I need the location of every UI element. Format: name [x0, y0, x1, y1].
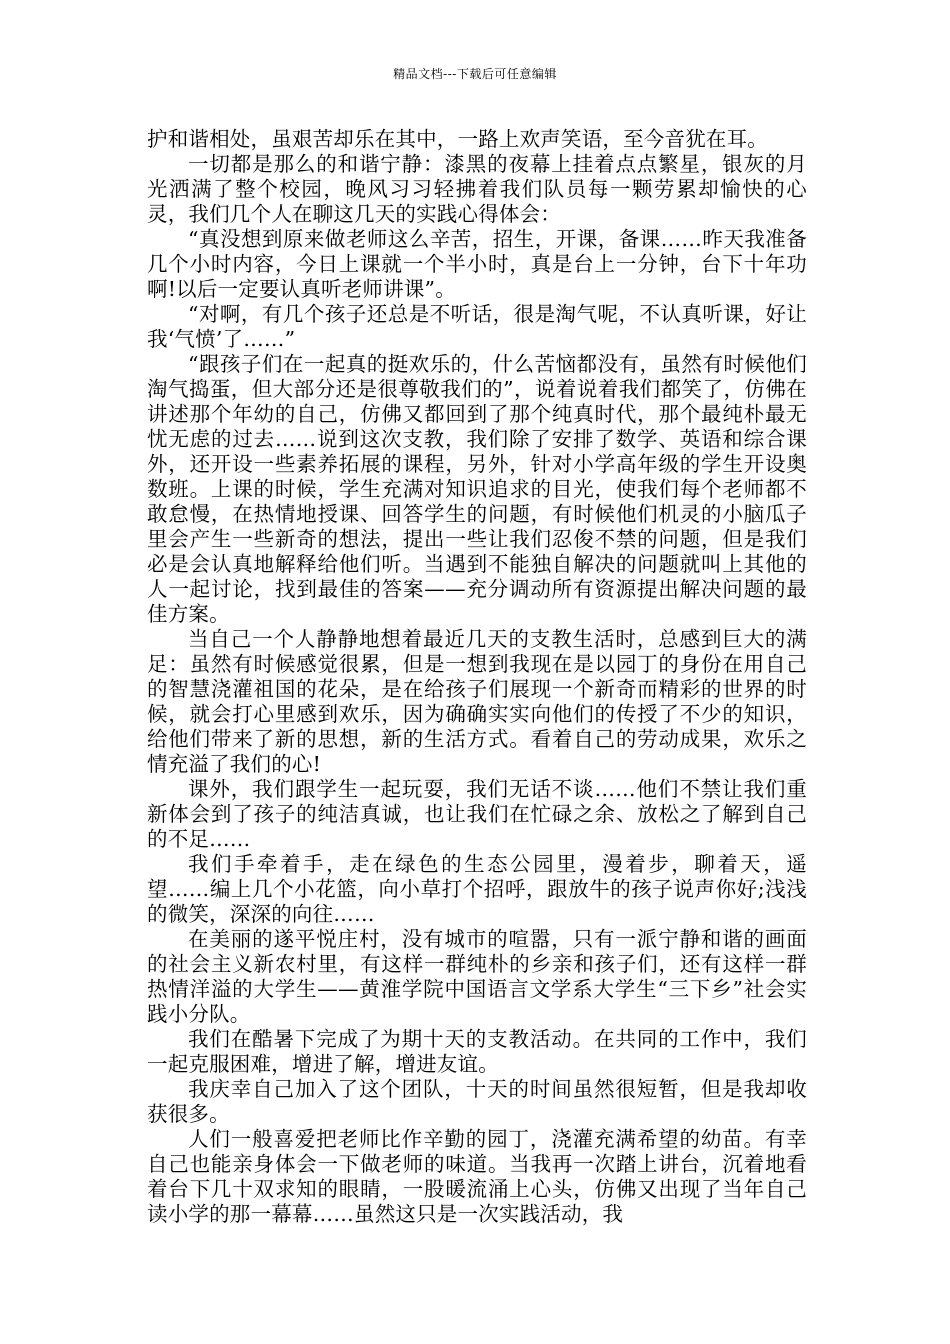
page-header: 精品文档---下载后可任意编辑	[393, 67, 557, 81]
paragraph: 一切都是那么的和谐宁静：漆黑的夜幕上挂着点点繁星，银灰的月光洒满了整个校园，晚风习习轻拂着我们队员每一颗劳累却愉快的心灵，我们几个人在聊这几天的实践心得体会：	[147, 152, 807, 226]
paragraph: 人们一般喜爱把老师比作辛勤的园丁，浇灌充满希望的幼苗。有幸自己也能亲身体会一下做老师的味道。当我再一次踏上讲台，沉着地看着台下几十双求知的眼睛，一股暖流涌上心头，仿佛又出现了当年自己读小学的那一幕幕……虽然这只是一次实践活动，我	[147, 1127, 807, 1226]
paragraph: 课外，我们跟学生一起玩耍，我们无话不谈……他们不禁让我们重新体会到了孩子的纯洁真诚，也让我们在忙碌之余、放松之了解到自己的不足……	[147, 777, 807, 851]
paragraph: 我们手牵着手，走在绿色的生态公园里，漫着步，聊着天，遥望……编上几个小花篮，向小草打个招呼，跟放牛的孩子说声你好;浅浅的微笑，深深的向往……	[147, 852, 807, 926]
paragraph: “真没想到原来做老师这么辛苦，招生，开课，备课……昨天我准备几个小时内容，今日上课就一个半小时，真是台上一分钟，台下十年功啊!以后一定要认真听老师讲课”。	[147, 227, 807, 301]
paragraph: 我庆幸自己加入了这个团队，十天的时间虽然很短暂，但是我却收获很多。	[147, 1077, 807, 1126]
paragraph: “跟孩子们在一起真的挺欢乐的，什么苦恼都没有，虽然有时候他们淘气捣蛋，但大部分还是很尊敬我们的”，说着说着我们都笑了，仿佛在讲述那个年幼的自己，仿佛又都回到了那个纯真时代，那个最纯朴最无忧无虑的过去……说到这次支教，我们除了安排了数学、英语和综合课外，还开设一些素养拓展的课程，另外，针对小学高年级的学生开设奥数班。上课的时候，学生充满对知识追求的目光，使我们每个老师都不敢怠慢，在热情地授课、回答学生的问题，有时候他们机灵的小脑瓜子里会产生一些新奇的想法，提出一些让我们忍俊不禁的问题，但是我们必是会认真地解释给他们听。当遇到不能独自解决的问题就叫上其他的人一起讨论，找到最佳的答案——充分调动所有资源提出解决问题的最佳方案。	[147, 352, 807, 626]
paragraph: 在美丽的遂平悦庄村，没有城市的喧嚣，只有一派宁静和谐的画面的社会主义新农村里，有这样一群纯朴的乡亲和孩子们，还有这样一群热情洋溢的大学生——黄淮学院中国语言文学系大学生“三下乡”社会实践小分队。	[147, 927, 807, 1026]
paragraph: 我们在酷暑下完成了为期十天的支教活动。在共同的工作中，我们一起克服困难，增进了解，增进友谊。	[147, 1027, 807, 1076]
paragraph: 护和谐相处，虽艰苦却乐在其中，一路上欢声笑语，至今音犹在耳。	[147, 127, 768, 151]
paragraph: “对啊，有几个孩子还总是不听话，很是淘气呢，不认真听课，好让我‘气愤’了……”	[147, 302, 807, 351]
document-body	[147, 127, 807, 1227]
paragraph: 当自己一个人静静地想着最近几天的支教生活时，总感到巨大的满足：虽然有时候感觉很累，但是一想到我现在是以园丁的身份在用自己的智慧浇灌祖国的花朵，是在给孩子们展现一个新奇而精彩的世界的时候，就会打心里感到欢乐，因为确确实实向他们的传授了不少的知识，给他们带来了新的思想，新的生活方式。看着自己的劳动成果，欢乐之情充溢了我们的心!	[147, 627, 807, 776]
